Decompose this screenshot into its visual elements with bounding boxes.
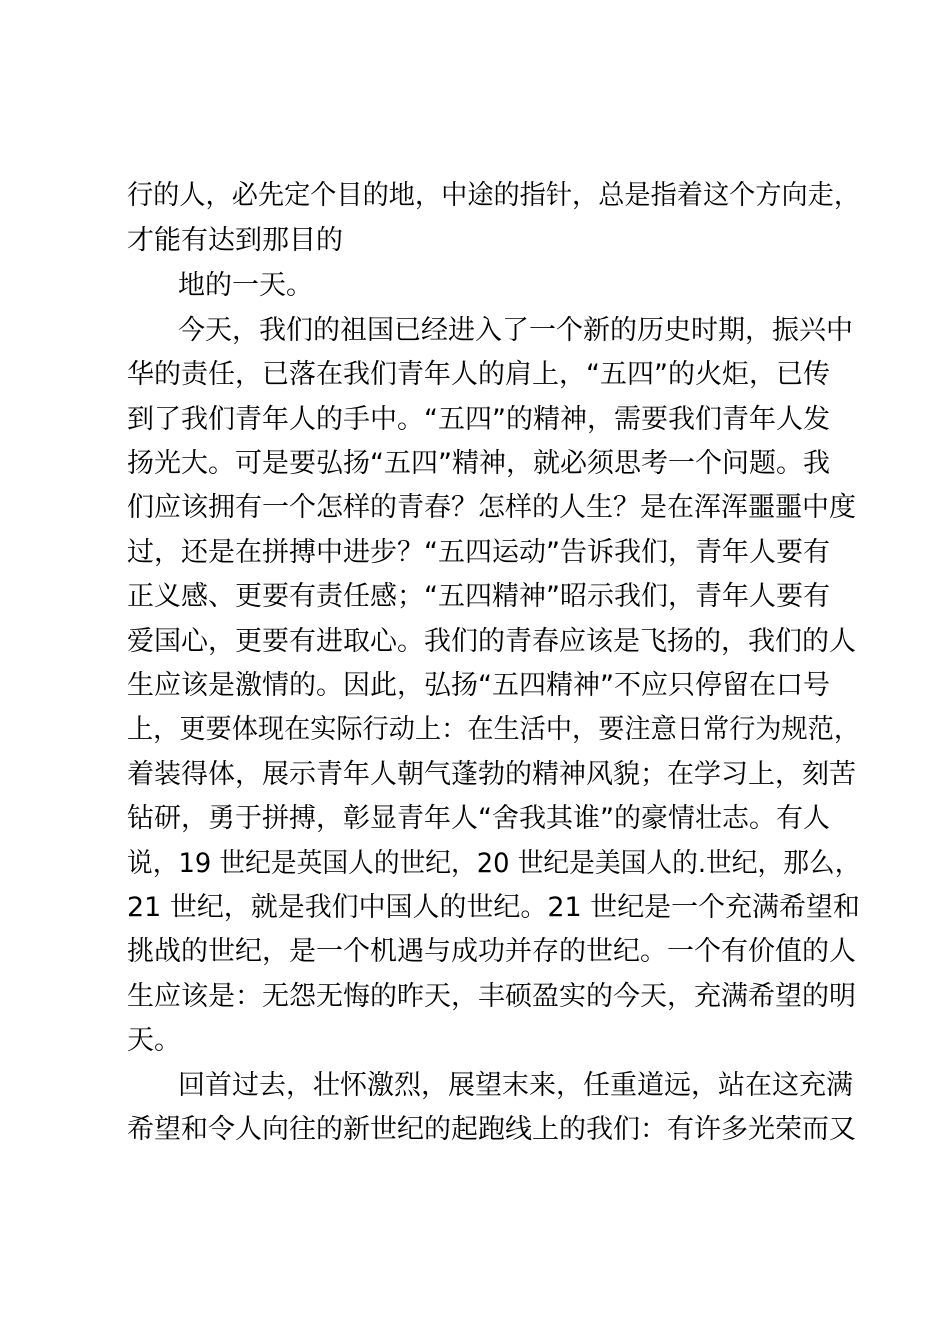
text-line-2: 才能有达到那目的: [127, 225, 343, 256]
text-line-7: 扬光大。可是要弘扬“五四”精神，就必须思考一个问题。我: [127, 448, 830, 479]
text-line-8: 们应该拥有一个怎样的青春？怎样的人生？是在浑浑噩噩中度: [127, 492, 856, 523]
text-line-5: 华的责任，已落在我们青年人的肩上，“五四”的火炬，已传: [127, 359, 830, 390]
text-line-15: 钻研，勇于拼搏，彰显青年人“舍我其谁”的豪情壮志。有人: [127, 803, 830, 834]
text-line-13: 上，更要体现在实际行动上：在生活中，要注意日常行为规范，: [127, 714, 861, 745]
text-line-21: 回首过去，壮怀激烈，展望末来，任重道远，站在这充满: [178, 1070, 853, 1101]
text-line-11: 爱国心，更要有进取心。我们的青春应该是飞扬的，我们的人: [127, 626, 856, 657]
text-line-19: 生应该是：无怨无悔的昨天，丰硕盈实的今天，充满希望的明: [127, 981, 856, 1012]
text-line-16: 说，19 世纪是英国人的世纪，20 世纪是美国人的.世纪，那么，: [127, 848, 861, 879]
text-line-6: 到了我们青年人的手中。“五四”的精神，需要我们青年人发: [127, 404, 830, 435]
text-line-14: 着装得体，展示青年人朝气蓬勃的精神风貌；在学习上，刻苦: [127, 759, 856, 790]
text-line-22: 希望和令人向往的新世纪的起跑线上的我们：有许多光荣而又: [127, 1114, 856, 1145]
text-line-10: 正义感、更要有责任感；“五四精神”昭示我们，青年人要有: [127, 581, 830, 612]
text-line-1: 行的人，必先定个目的地，中途的指针，总是指着这个方向走，: [127, 180, 861, 211]
text-line-20: 天。: [127, 1025, 181, 1056]
text-line-4: 今天，我们的祖国已经进入了一个新的历史时期，振兴中: [178, 315, 853, 346]
text-line-17: 21 世纪，就是我们中国人的世纪。21 世纪是一个充满希望和: [127, 892, 860, 923]
text-line-3: 地的一天。: [178, 270, 313, 301]
text-line-9: 过，还是在拼搏中进步？“五四运动”告诉我们，青年人要有: [127, 537, 830, 568]
text-line-18: 挑战的世纪，是一个机遇与成功并存的世纪。一个有价值的人: [127, 936, 856, 967]
text-line-12: 生应该是激情的。因此，弘扬“五四精神”不应只停留在口号: [127, 670, 830, 701]
